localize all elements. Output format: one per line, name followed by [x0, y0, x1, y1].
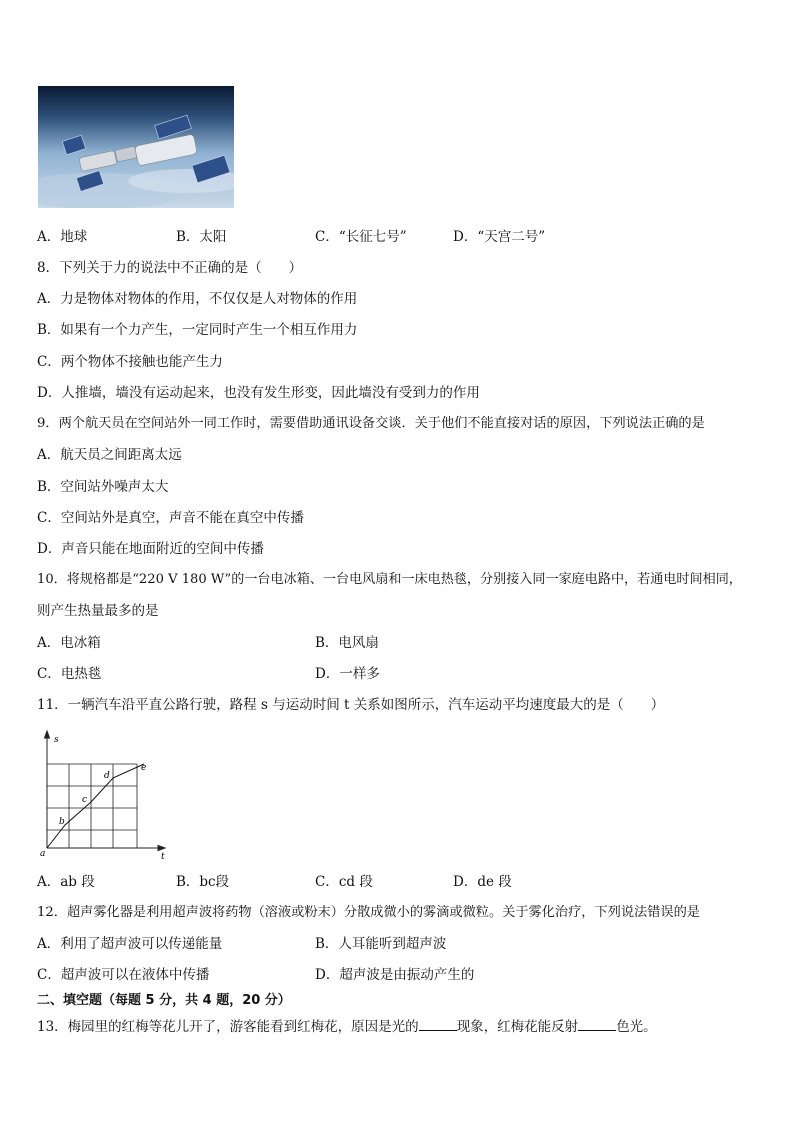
q12-option-a[interactable]: A．利用了超声波可以传递能量 — [37, 936, 223, 952]
q13-part3: 色光。 — [616, 1019, 657, 1035]
axis-label-t: t — [161, 852, 165, 860]
q8-option-d[interactable]: D．人推墙，墙没有运动起来，也没有发生形变，因此墙没有受到力的作用 — [37, 385, 480, 401]
q11-option-c[interactable]: C．cd 段 — [315, 874, 373, 890]
q10-option-a[interactable]: A．电冰箱 — [37, 635, 101, 651]
s-t-curve — [47, 763, 147, 848]
q11-option-a[interactable]: A．ab 段 — [37, 874, 95, 890]
q12-option-d[interactable]: D．超声波是由振动产生的 — [315, 967, 475, 983]
q10-option-c[interactable]: C．电热毯 — [37, 666, 102, 682]
q9-option-a[interactable]: A．航天员之间距离太远 — [37, 447, 182, 463]
q13-blank-2[interactable] — [578, 1017, 616, 1031]
q10-stem-line1: 10．将规格都是“220 V 180 W”的一台电冰箱、一台电风扇和一床电热毯，分别接入同一家庭电路中，若通电时间相同， — [37, 572, 742, 587]
space-station-photo — [38, 86, 234, 208]
q10-stem-line2: 则产生热量最多的是 — [37, 603, 159, 619]
q8-option-b[interactable]: B．如果有一个力产生，一定同时产生一个相互作用力 — [37, 322, 358, 338]
q7-option-d[interactable]: D．“天宫二号” — [453, 229, 546, 245]
q11-option-d[interactable]: D．de 段 — [453, 874, 512, 890]
point-label-b: b — [59, 817, 65, 827]
q11-stem: 11．一辆汽车沿平直公路行驶，路程 s 与运动时间 t 关系如图所示，汽车运动平均速度最大的是（ ） — [37, 697, 665, 713]
q12-stem: 12．超声雾化器是利用超声波将药物（溶液或粉末）分散成微小的雾滴或微粒。关于雾化治疗，下列说法错误的是 — [37, 905, 700, 920]
q13-blank-1[interactable] — [419, 1017, 457, 1031]
q13-part2: 现象，红梅花能反射 — [456, 1019, 579, 1035]
q13-line — [37, 1017, 657, 1036]
q11-option-b[interactable]: B．bc段 — [176, 874, 230, 890]
point-label-e: e — [141, 763, 147, 773]
point-label-d: d — [104, 771, 110, 781]
q10-option-d[interactable]: D．一样多 — [315, 666, 380, 682]
q12-option-c[interactable]: C．超声波可以在液体中传播 — [37, 967, 210, 983]
axis-label-s: s — [54, 735, 59, 745]
q13-part1: 13．梅园里的红梅等花儿开了，游客能看到红梅花，原因是光的 — [37, 1019, 419, 1035]
y-axis-arrow — [45, 731, 50, 738]
q7-option-c[interactable]: C．“长征七号” — [315, 229, 407, 245]
q9-stem: 9．两个航天员在空间站外一同工作时，需要借助通讯设备交谈．关于他们不能直接对话的原因，下列说法正确的是 — [37, 416, 705, 431]
q12-option-b[interactable]: B．人耳能听到超声波 — [315, 936, 447, 952]
q8-stem: 8．下列关于力的说法中不正确的是（ ） — [37, 260, 303, 276]
x-axis-arrow — [158, 846, 165, 851]
q8-option-a[interactable]: A．力是物体对物体的作用，不仅仅是人对物体的作用 — [37, 291, 358, 307]
q9-option-b[interactable]: B．空间站外噪声太大 — [37, 479, 169, 495]
s-t-graph — [34, 728, 174, 860]
point-label-c: c — [82, 795, 88, 805]
q10-option-b[interactable]: B．电风扇 — [315, 635, 379, 651]
q9-option-d[interactable]: D．声音只能在地面附近的空间中传播 — [37, 541, 264, 557]
q9-option-c[interactable]: C．空间站外是真空，声音不能在真空中传播 — [37, 510, 304, 526]
q7-option-a[interactable]: A．地球 — [37, 229, 88, 245]
point-label-a: a — [40, 849, 46, 859]
q8-option-c[interactable]: C．两个物体不接触也能产生力 — [37, 354, 223, 370]
q7-option-b[interactable]: B．太阳 — [176, 229, 227, 245]
section-title-fill-in: 二、填空题（每题 5 分，共 4 题，20 分） — [37, 993, 291, 1008]
